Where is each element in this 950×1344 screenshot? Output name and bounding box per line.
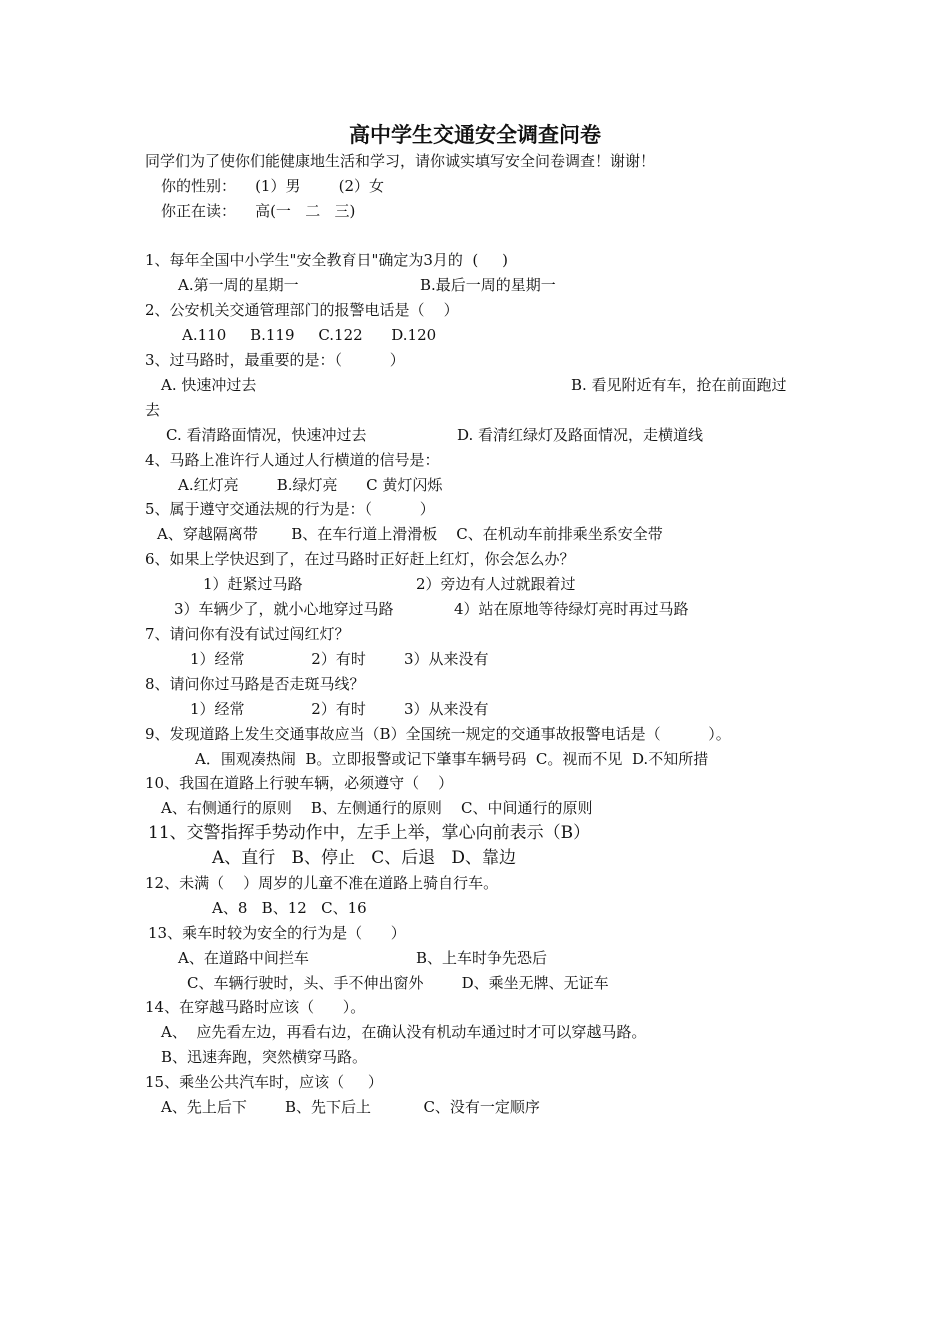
question-3-option-b: B. 看见附近有车，抢在前面跑过	[571, 376, 787, 394]
question-6-option-4: 4）站在原地等待绿灯亮时再过马路	[454, 600, 689, 618]
question-10-options: A、右侧通行的原则 B、左侧通行的原则 C、中间通行的原则	[161, 799, 593, 817]
question-6: 6、如果上学快迟到了，在过马路时正好赶上红灯，你会怎么办？	[145, 550, 575, 568]
question-11-options: A、直行 B、停止 C、后退 D、靠边	[212, 848, 517, 868]
question-3-option-c: C. 看清路面情况，快速冲过去	[166, 426, 367, 444]
question-1-option-b: B.最后一周的星期一	[420, 276, 556, 294]
grade-line: 你正在读： 高(一 二 三)	[161, 202, 356, 220]
question-7-options: 1）经常 2）有时 3）从来没有	[190, 650, 489, 668]
question-13-option-a: A、在道路中间拦车	[178, 949, 309, 967]
intro-text: 同学们为了使你们能健康地生活和学习，请你诚实填写安全问卷调查！谢谢！	[145, 152, 656, 170]
question-3-option-b-continued: 去	[145, 401, 161, 419]
page-title: 高中学生交通安全调查问卷	[349, 122, 601, 147]
question-13-option-b: B、上车时争先恐后	[416, 949, 548, 967]
question-5-options: A、穿越隔离带 B、在车行道上滑滑板 C、在机动车前排乘坐系安全带	[157, 525, 663, 543]
question-12-options: A、8 B、12 C、16	[212, 899, 367, 917]
question-15-options: A、先上后下 B、先下后上 C、没有一定顺序	[161, 1098, 540, 1116]
question-9: 9、发现道路上发生交通事故应当（B）全国统一规定的交通事故报警电话是（ ）。	[145, 725, 731, 743]
question-1-option-a: A.第一周的星期一	[178, 276, 299, 294]
question-4-options: A.红灯亮 B.绿灯亮 C 黄灯闪烁	[178, 476, 443, 494]
question-6-option-1: 1）赶紧过马路	[203, 575, 303, 593]
question-8-options: 1）经常 2）有时 3）从来没有	[190, 700, 489, 718]
question-1: 1、每年全国中小学生"安全教育日"确定为3月的 ( )	[145, 251, 508, 269]
question-7: 7、请问你有没有试过闯红灯？	[145, 625, 350, 643]
question-12: 12、未满（ ）周岁的儿童不准在道路上骑自行车。	[145, 874, 499, 892]
gender-line: 你的性别： (1）男 (2）女	[161, 177, 385, 195]
question-14-option-a: A、 应先看左边，再看右边，在确认没有机动车通过时才可以穿越马路。	[161, 1023, 647, 1041]
question-11: 11、交警指挥手势动作中，左手上举，掌心向前表示（B）	[148, 823, 591, 843]
question-13-options-cd: C、车辆行驶时，头、手不伸出窗外 D、乘坐无牌、无证车	[187, 974, 609, 992]
question-2-options: A.110 B.119 C.122 D.120	[182, 326, 437, 344]
question-6-option-3: 3）车辆少了，就小心地穿过马路	[174, 600, 394, 618]
question-3-option-d: D. 看清红绿灯及路面情况，走横道线	[457, 426, 704, 444]
question-3-option-a: A. 快速冲过去	[161, 376, 257, 394]
question-14: 14、在穿越马路时应该（ ）。	[145, 998, 366, 1016]
question-3: 3、过马路时，最重要的是：（ ）	[145, 351, 405, 369]
question-9-options: A．围观凑热闹 B。立即报警或记下肇事车辆号码 C。视而不见 D.不知所措	[195, 750, 709, 768]
question-14-option-b: B、迅速奔跑，突然横穿马路。	[161, 1048, 368, 1066]
question-15: 15、乘坐公共汽车时，应该（ ）	[145, 1073, 383, 1091]
question-4: 4、马路上准许行人通过人行横道的信号是：	[145, 451, 440, 469]
question-2: 2、公安机关交通管理部门的报警电话是（ ）	[145, 301, 459, 319]
question-13: 13、乘车时较为安全的行为是（ ）	[148, 924, 406, 942]
question-10: 10、我国在道路上行驶车辆，必须遵守（ ）	[145, 774, 454, 792]
question-5: 5、属于遵守交通法规的行为是：（ ）	[145, 500, 435, 518]
question-6-option-2: 2）旁边有人过就跟着过	[416, 575, 576, 593]
question-8: 8、请问你过马路是否走斑马线？	[145, 675, 365, 693]
